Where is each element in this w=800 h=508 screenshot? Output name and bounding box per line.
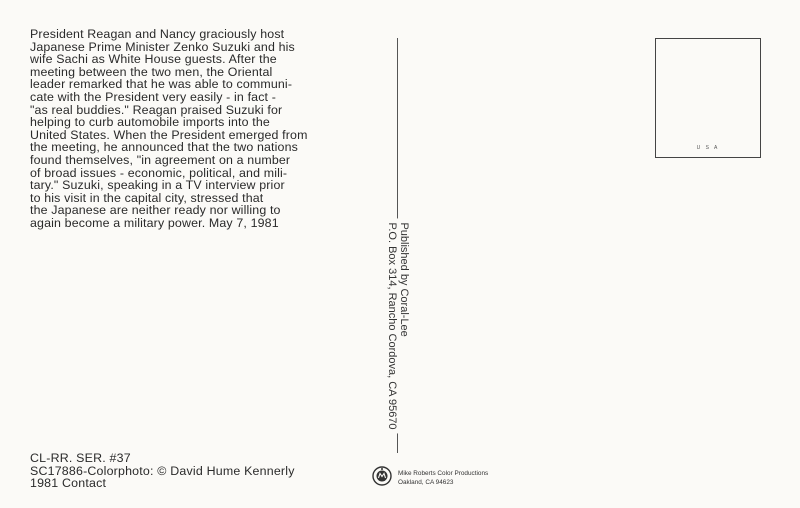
- caption-line: cate with the President very easily - in fact -: [30, 89, 277, 104]
- caption-line: found themselves, "in agreement on a number: [30, 152, 291, 167]
- caption-line: the Japanese are neither ready nor willing to: [30, 203, 281, 218]
- caption-line: of broad issues - economic, political, and mili-: [30, 165, 288, 180]
- caption-line: President Reagan and Nancy graciously host: [30, 27, 285, 41]
- series-number: CL-RR. SER. #37: [30, 451, 131, 465]
- caption-line: the meeting, he announced that the two nations: [30, 140, 298, 155]
- credit-year: 1981 Contact: [30, 476, 107, 491]
- printer-city: Oakland, CA 94623: [398, 479, 454, 486]
- caption-line: again become a military power. May 7, 1981: [30, 215, 279, 230]
- publisher-info: [388, 196, 408, 456]
- publisher-address: P.O. Box 314, Rancho Cordova, CA 95670: [386, 222, 398, 430]
- caption-text: [30, 28, 378, 230]
- caption-line: meeting between the two men, the Oriental: [30, 64, 273, 79]
- printer-name: Mike Roberts Color Productions: [398, 470, 489, 477]
- mike-roberts-logo-icon: [372, 466, 392, 486]
- caption-line: "as real buddies." Reagan praised Suzuki for: [30, 102, 283, 117]
- caption-line: to his visit in the capital city, stressed that: [30, 190, 264, 205]
- publisher-name: Published by Coral-Lee: [398, 222, 410, 337]
- photo-credit: SC17886-Colorphoto: © David Hume Kennerly: [30, 463, 295, 478]
- caption-line: helping to curb automobile imports into the: [30, 115, 270, 130]
- printer-info: [398, 469, 488, 487]
- caption-line: leader remarked that he was able to communi-: [30, 77, 293, 92]
- caption-line: United States. When the President emerged from: [30, 127, 308, 142]
- caption-line: tary." Suzuki, speaking in a TV interview prior: [30, 178, 285, 193]
- stamp-box: [655, 38, 761, 158]
- caption-line: wife Sachi as White House guests. After the: [30, 52, 277, 67]
- caption-line: Japanese Prime Minister Zenko Suzuki and his: [30, 39, 295, 54]
- photo-credits: [30, 452, 295, 490]
- stamp-box-label: U S A: [696, 145, 720, 151]
